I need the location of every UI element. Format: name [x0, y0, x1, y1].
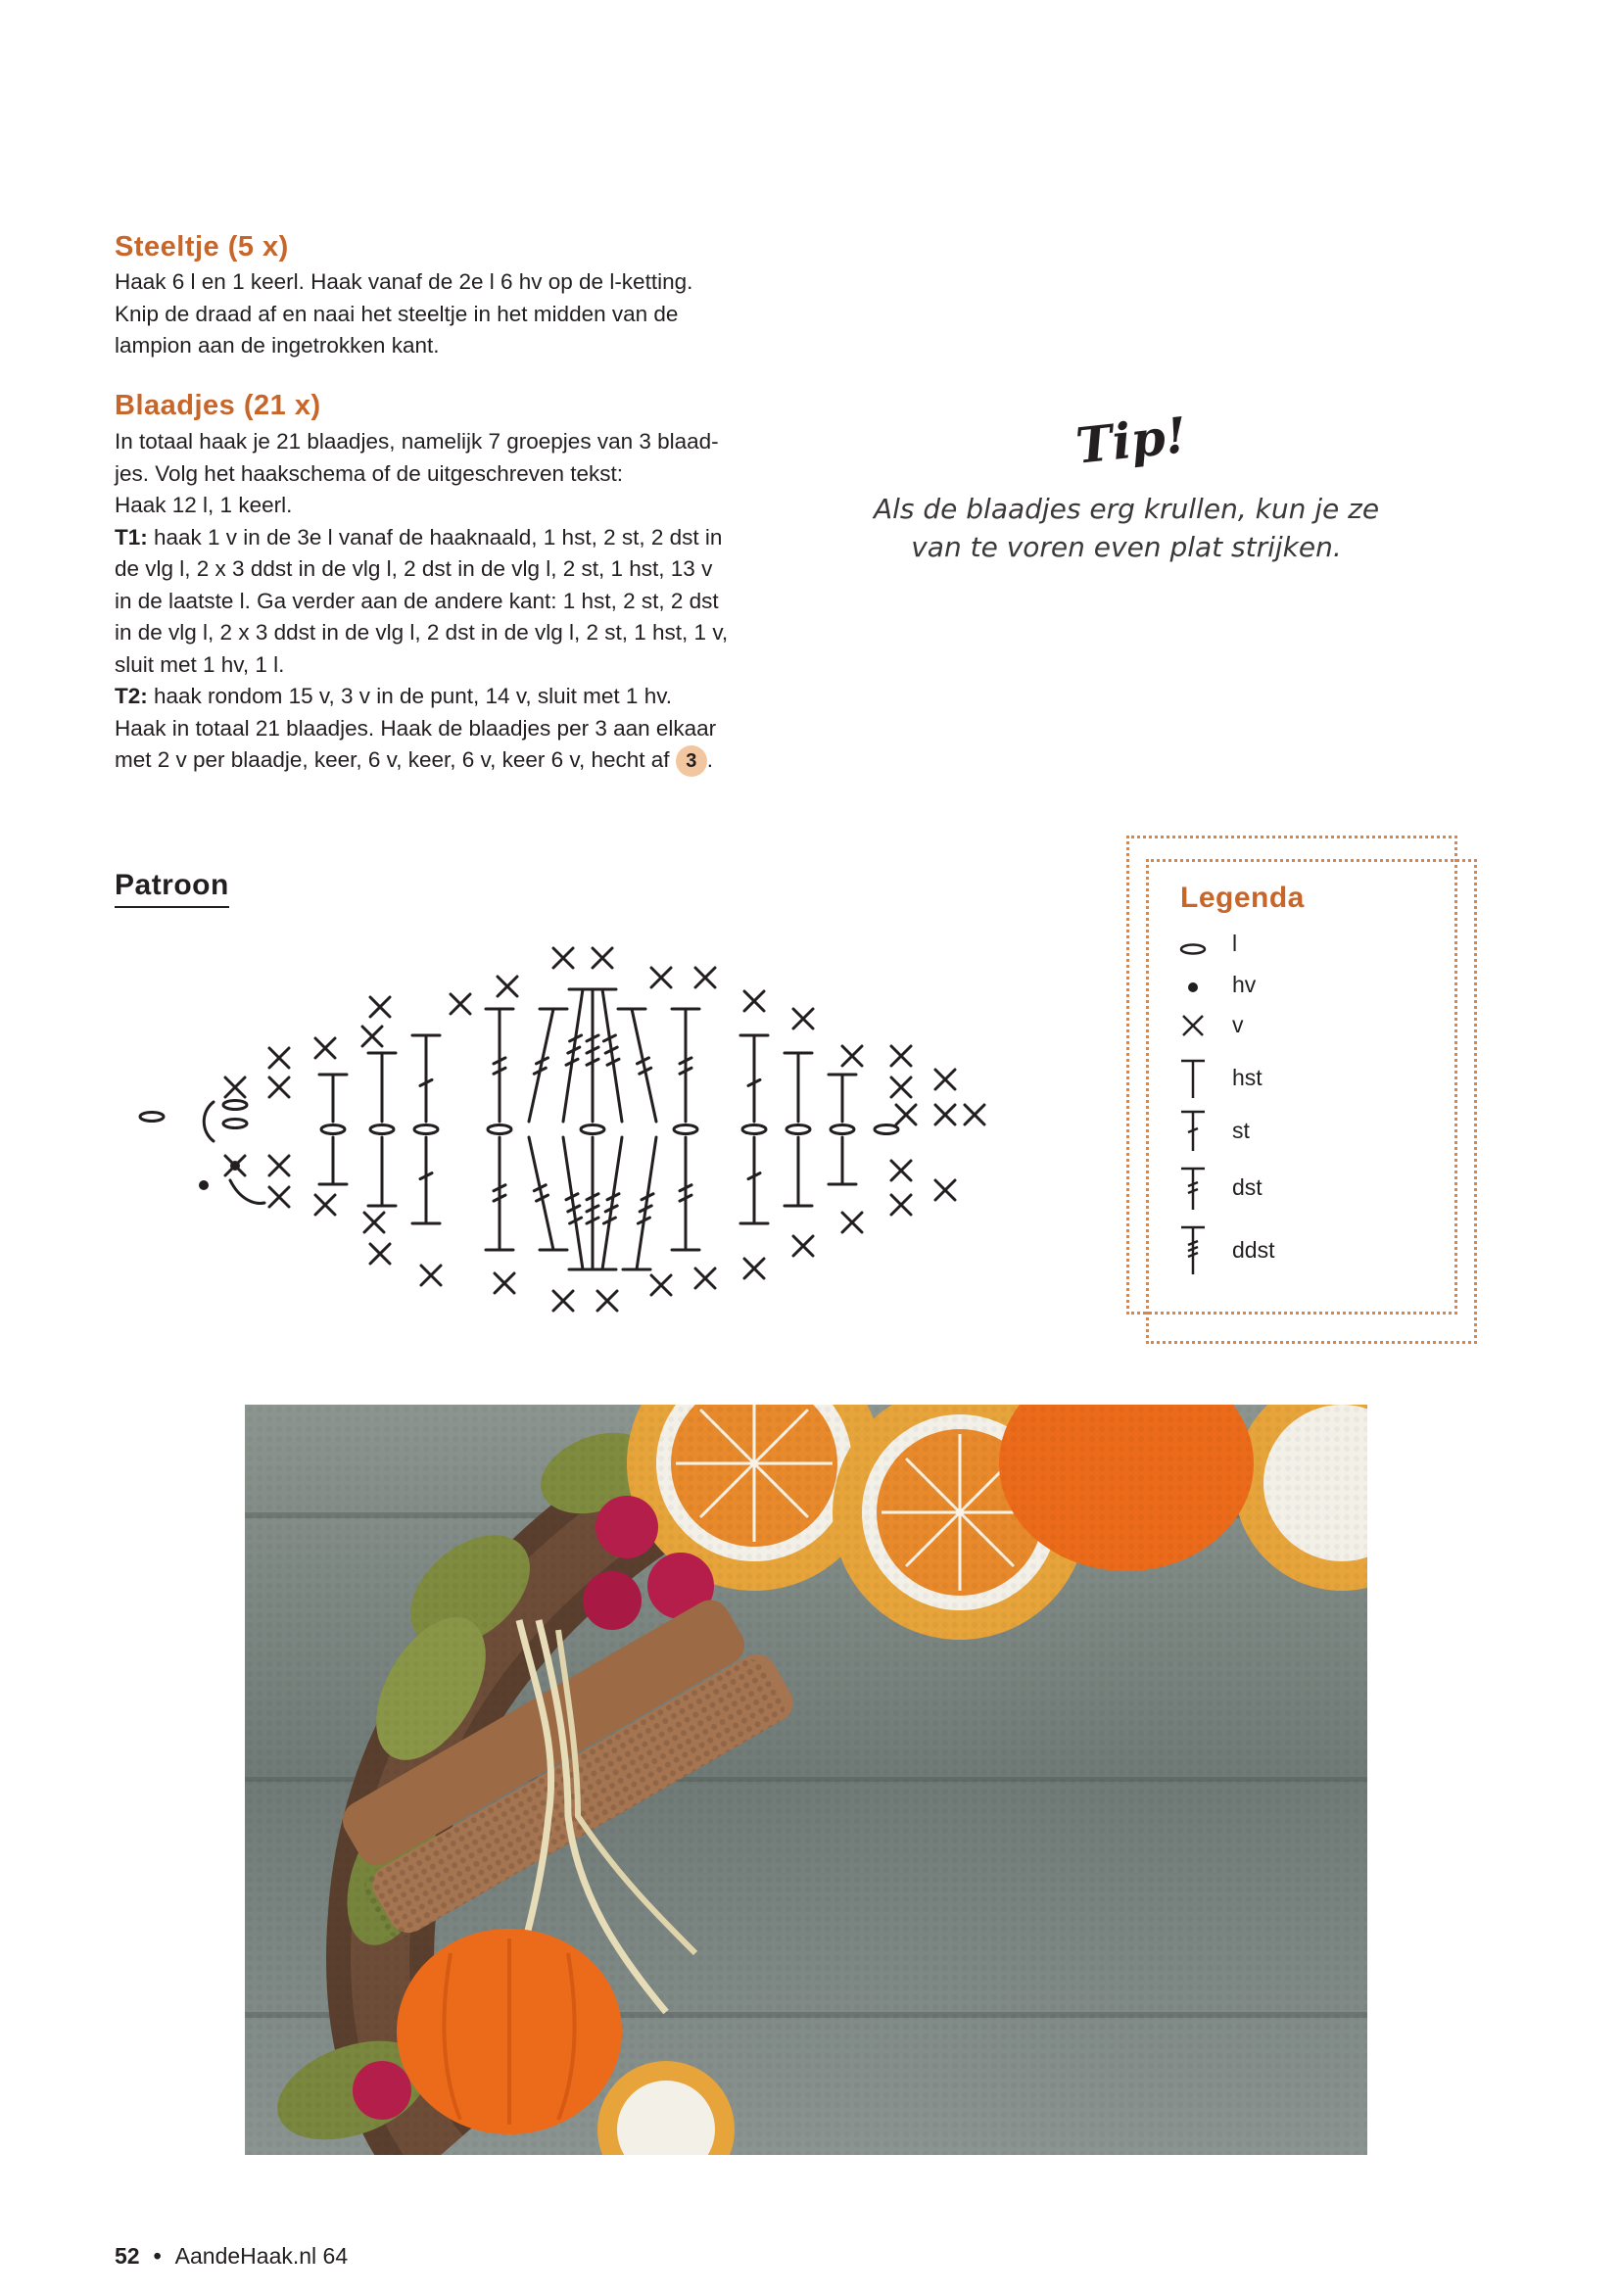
chain-stitch	[831, 1125, 854, 1134]
single-crochet-stitch	[891, 1077, 911, 1097]
steeltje-line: Knip de draad af en naai het steeltje in het midden van de	[115, 301, 679, 326]
magazine-name: AandeHaak.nl 64	[174, 2243, 349, 2269]
legend-title: Legenda	[1180, 882, 1305, 914]
turning-chain	[204, 1102, 214, 1141]
chain-stitch	[321, 1125, 345, 1134]
slip-stitch-icon	[1175, 976, 1211, 995]
chain-stitch	[370, 1125, 394, 1134]
single-crochet-stitch	[269, 1077, 289, 1097]
blaadjes-outro-line: Haak in totaal 21 blaadjes. Haak de blaadjes per 3 aan elkaar	[115, 715, 717, 741]
single-crochet-stitch	[553, 948, 573, 968]
chain-stitch	[742, 1125, 766, 1134]
t1-line: in de laatste l. Ga verder aan de andere kant: 1 hst, 2 st, 2 dst	[115, 588, 719, 613]
t1-label: T1:	[115, 524, 148, 550]
single-crochet-stitch	[935, 1105, 955, 1124]
chain-stitch	[786, 1125, 810, 1134]
single-crochet-stitch	[593, 948, 612, 968]
steeltje-text	[115, 266, 790, 362]
slip-stitch-arc	[230, 1180, 264, 1203]
steeltje-line: Haak 6 l en 1 keerl. Haak vanaf de 2e l 6 hv op de l-ketting.	[115, 269, 693, 294]
t1-line: in de vlg l, 2 x 3 ddst in de vlg l, 2 dst in de vlg l, 2 st, 1 hst, 1 v,	[115, 620, 729, 645]
blaadjes-text	[115, 426, 790, 777]
single-crochet-stitch	[793, 1236, 813, 1256]
chain-stitch	[488, 1125, 511, 1134]
footer	[115, 2243, 348, 2270]
single-crochet-stitch	[421, 1266, 441, 1285]
blaadjes-last-end: .	[706, 747, 714, 772]
legend-label-l: l	[1232, 931, 1238, 956]
single-crochet-stitch	[793, 1009, 813, 1028]
single-crochet-stitch	[225, 1077, 245, 1097]
blaadjes-intro-line: Haak 12 l, 1 keerl.	[115, 493, 293, 517]
t2-line-row	[115, 681, 790, 713]
single-crochet-stitch	[744, 1259, 764, 1278]
single-crochet-stitch	[651, 1275, 671, 1295]
stitch-post	[602, 1137, 622, 1269]
single-crochet-stitch	[651, 968, 671, 987]
single-crochet-stitch	[451, 994, 470, 1014]
single-crochet-stitch	[370, 1244, 390, 1264]
legend-label-v: v	[1232, 1012, 1244, 1037]
stitch-post	[637, 1137, 656, 1269]
legend-label-hst: hst	[1232, 1065, 1263, 1090]
patroon-title: Patroon	[115, 869, 229, 908]
steeltje-line: lampion aan de ingetrokken kant.	[115, 333, 440, 358]
chain-icon	[1175, 938, 1211, 958]
single-crochet-stitch	[695, 968, 715, 987]
blaadjes-last-line	[115, 744, 790, 777]
stitch-post	[529, 1137, 553, 1250]
blaadjes-intro-line: In totaal haak je 21 blaadjes, namelijk 7 groepjes van 3 blaad-	[115, 429, 719, 454]
page-number: 52	[115, 2243, 140, 2269]
single-crochet-stitch	[553, 1291, 573, 1311]
single-crochet-stitch	[935, 1070, 955, 1089]
single-crochet-stitch	[597, 1291, 617, 1311]
t1-line: de vlg l, 2 x 3 ddst in de vlg l, 2 dst in de vlg l, 2 st, 1 hst, 13 v	[115, 556, 713, 581]
single-crochet-stitch	[269, 1048, 289, 1068]
single-crochet-stitch	[498, 977, 517, 996]
single-crochet-stitch	[364, 1213, 384, 1232]
step-badge: 3	[676, 745, 707, 777]
single-crochet-stitch	[225, 1156, 245, 1175]
single-crochet-stitch	[315, 1195, 335, 1215]
wreath-photo	[245, 1405, 1367, 2155]
legend-label-hv: hv	[1232, 972, 1257, 997]
single-crochet-stitch	[935, 1180, 955, 1200]
stitch-post	[632, 1009, 656, 1122]
single-crochet-stitch	[842, 1046, 862, 1066]
single-crochet-stitch	[362, 1027, 382, 1046]
legend-label-st: st	[1232, 1118, 1250, 1143]
single-crochet-stitch	[695, 1268, 715, 1288]
tip-line: Als de blaadjes erg krullen, kun je ze	[873, 493, 1380, 525]
slip-stitch	[199, 1180, 209, 1190]
single-crochet-stitch	[269, 1187, 289, 1207]
chain-stitch	[414, 1125, 438, 1134]
single-crochet-stitch	[370, 997, 390, 1017]
chain-stitch	[140, 1113, 164, 1122]
stitch-post	[529, 1009, 553, 1122]
blaadjes-title: Blaadjes (21 x)	[115, 390, 321, 421]
tip-text	[852, 490, 1401, 566]
blaadjes-last-text: met 2 v per blaadje, keer, 6 v, keer, 6 v, keer 6 v, hecht af	[115, 747, 676, 772]
single-crochet-icon	[1175, 1013, 1211, 1038]
half-double-crochet-icon	[1175, 1058, 1211, 1101]
t2-label: T2:	[115, 684, 148, 708]
crochet-chart	[118, 911, 1028, 1362]
chain-stitch	[223, 1101, 247, 1110]
chain-stitch	[875, 1125, 898, 1134]
single-crochet-stitch	[315, 1038, 335, 1058]
single-crochet-stitch	[896, 1105, 916, 1124]
tip-title: Tip!	[1072, 406, 1190, 475]
single-crochet-stitch	[891, 1046, 911, 1066]
legend-label-ddst: ddst	[1232, 1237, 1275, 1263]
single-crochet-stitch	[842, 1213, 862, 1232]
blaadjes-intro-line: jes. Volg het haakschema of de uitgeschreven tekst:	[115, 460, 624, 486]
tip-line: van te voren even plat strijken.	[911, 531, 1342, 563]
chain-stitch	[581, 1125, 604, 1134]
steeltje-title: Steeltje (5 x)	[115, 231, 289, 263]
chain-stitch	[674, 1125, 697, 1134]
single-crochet-stitch	[891, 1195, 911, 1215]
t1-first-line	[115, 522, 790, 554]
double-treble-crochet-icon	[1175, 1224, 1211, 1277]
treble-crochet-icon	[1175, 1166, 1211, 1213]
footer-separator: •	[153, 2243, 162, 2269]
chain-stitch	[223, 1120, 247, 1128]
t2-line: haak rondom 15 v, 3 v in de punt, 14 v, sluit met 1 hv.	[147, 684, 673, 708]
single-crochet-stitch	[495, 1273, 514, 1293]
single-crochet-stitch	[269, 1156, 289, 1175]
double-crochet-icon	[1175, 1109, 1211, 1154]
single-crochet-stitch	[744, 991, 764, 1011]
single-crochet-stitch	[965, 1105, 984, 1124]
t1-line: sluit met 1 hv, 1 l.	[115, 651, 285, 677]
single-crochet-stitch	[891, 1161, 911, 1180]
legend-label-dst: dst	[1232, 1174, 1263, 1200]
t1-line: haak 1 v in de 3e l vanaf de haaknaald, 1 hst, 2 st, 2 dst in	[147, 524, 723, 550]
